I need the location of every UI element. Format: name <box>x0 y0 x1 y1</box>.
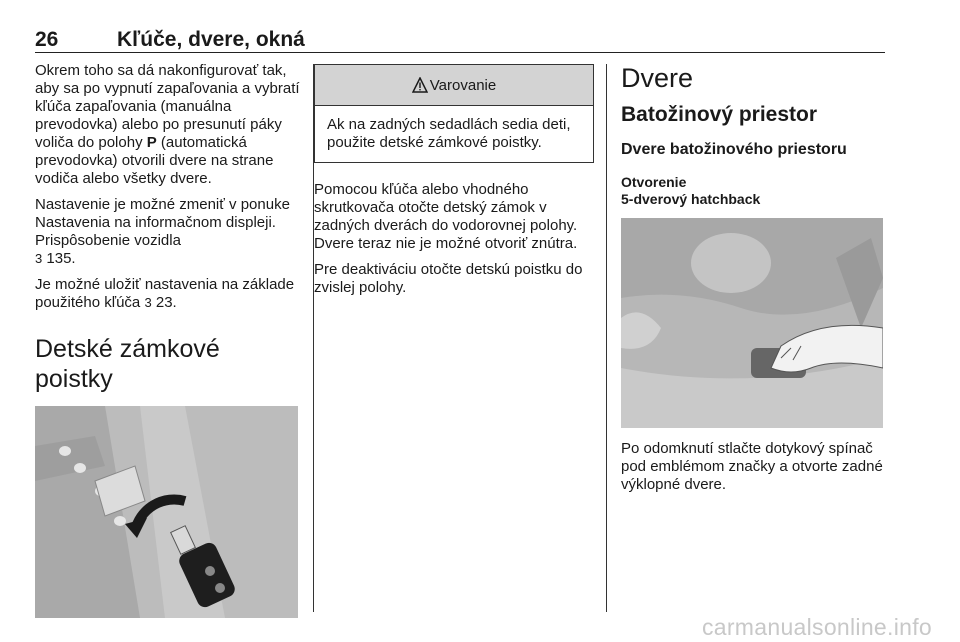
paragraph-auto-unlock: Okrem toho sa dá nakonfigurovať tak, aby sa po vypnutí zapaľovania a vybratí kľúča zapaľovania (manuálna prevodovka) alebo po presunutí páky voliča do polohy P (automatická prevodovka) otvorili dvere na strane vodiča alebo všetky dvere. <box>35 62 300 187</box>
reference-arrow-icon: 3 <box>35 251 43 266</box>
warning-header <box>315 65 593 106</box>
warning-text: Ak na zadných sedadlách sedia deti, použite detské zámkové poistky. <box>327 116 571 151</box>
tailgate-illustration <box>621 218 883 428</box>
label-hatchback: 5-dverový hatchback <box>621 191 761 207</box>
section-title-child-locks: Detské zámkové poistky <box>35 335 220 393</box>
label-opening: Otvorenie <box>621 174 687 190</box>
child-lock-drawing <box>35 406 298 618</box>
section-title-doors: Dvere <box>621 63 694 93</box>
chapter-title: Kľúče, dvere, okná <box>117 28 305 51</box>
paragraph-tailgate-open: Po odomknutí stlačte dotykový spínač pod emblémom značky a otvorte zadné výklopné dvere. <box>621 440 883 493</box>
heading-tailgate: Dvere batožinového priestoru <box>621 141 847 158</box>
child-lock-illustration <box>35 406 298 618</box>
gear-position-p: P <box>146 134 157 151</box>
warning-box <box>314 64 594 163</box>
column-middle <box>314 62 594 305</box>
page-ref-135[interactable]: 135. <box>46 250 76 267</box>
subsection-title-luggage: Batožinový priestor <box>621 103 818 126</box>
page-ref-23[interactable]: 23. <box>155 294 177 311</box>
warning-title: Varovanie <box>429 76 497 94</box>
paragraph-key-settings: Je možné uložiť nastavenia na základe použitého kľúča 3 23. <box>35 276 295 311</box>
column-divider-right <box>606 64 607 612</box>
reference-arrow-icon: 3 <box>144 295 152 310</box>
paragraph-child-lock-deactivate: Pre deaktiváciu otočte detskú poistku do zvislej polohy. <box>314 261 583 296</box>
paragraph-settings: Nastavenie je možné zmeniť v ponuke Nastavenia na informačnom displeji. Prispôsobenie vozidla 3 135. <box>35 196 290 267</box>
watermark: carmanualsonline.info <box>701 614 932 640</box>
page-number: 26 <box>35 28 59 51</box>
paragraph-child-lock-activate: Pomocou kľúča alebo vhodného skrutkovača otočte detský zámok v zadných dverách do vodorovnej polohy. Dvere teraz nie je možné otvoriť znútra. <box>314 181 578 252</box>
page-header <box>35 24 885 53</box>
column-left <box>35 62 301 618</box>
tailgate-drawing <box>621 218 883 428</box>
column-right <box>621 62 891 502</box>
warning-triangle-icon <box>412 77 428 93</box>
